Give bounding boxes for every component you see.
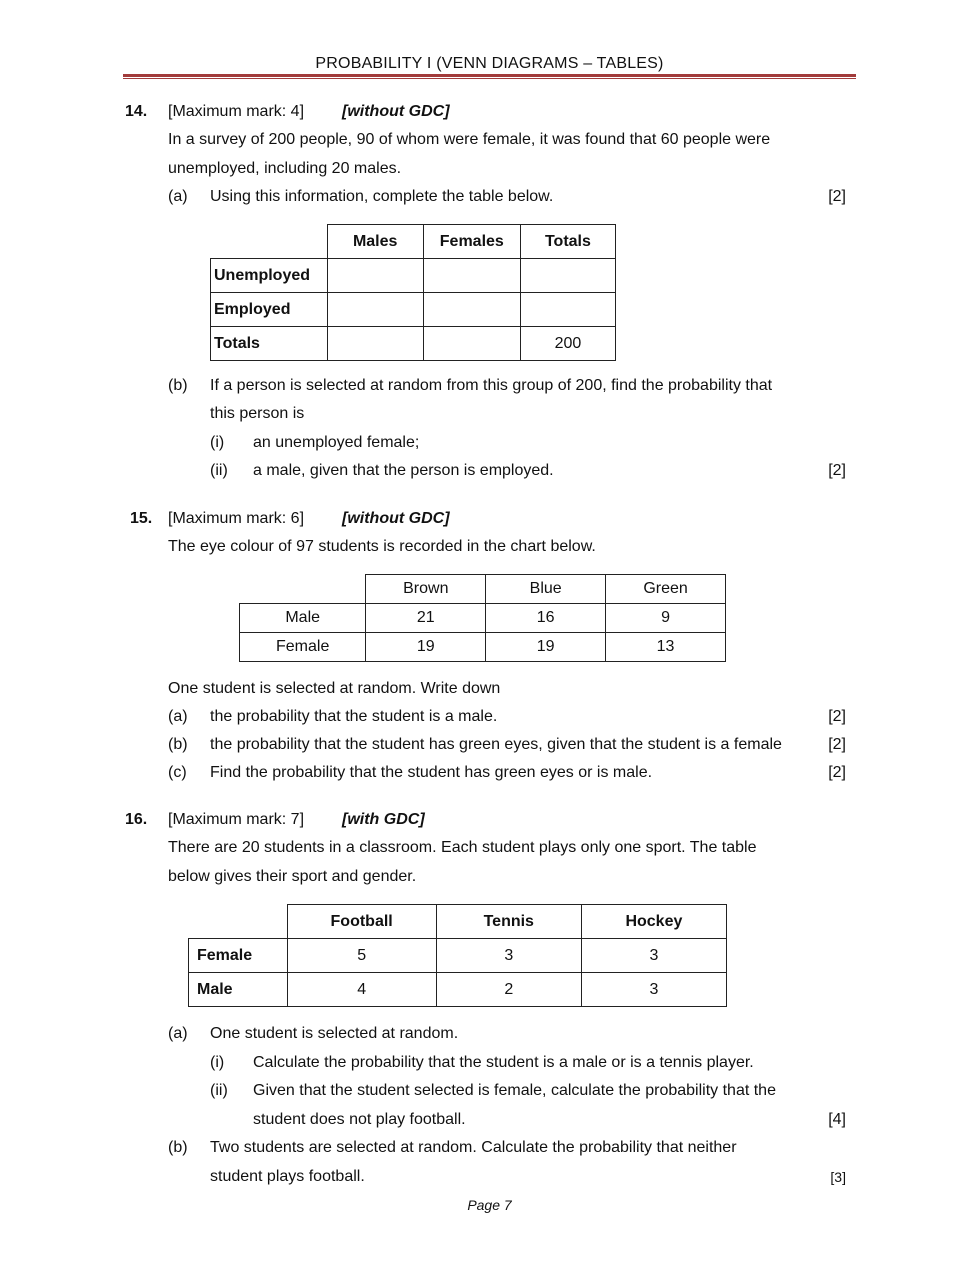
q14-b-mark: [2]	[828, 462, 846, 479]
q14-b-label: (b)	[168, 377, 188, 394]
q14-bii-text: a male, given that the person is employed.	[253, 462, 554, 479]
q14-cell	[327, 293, 423, 327]
q14-bi-text: an unemployed female;	[253, 434, 420, 451]
q15-number: 15.	[130, 510, 153, 527]
q16-b-text-line2: student plays football.	[210, 1168, 365, 1185]
q16-header-hockey: Hockey	[581, 905, 726, 939]
q16-a-text: One student is selected at random.	[210, 1025, 459, 1042]
q15-header-blue: Blue	[486, 575, 606, 604]
q16-ai-label: (i)	[210, 1054, 225, 1071]
q16-ai-text: Calculate the probability that the student is a male or is a tennis player.	[253, 1054, 754, 1071]
q15-b-mark: [2]	[828, 736, 846, 753]
page-header: PROBABILITY I (VENN DIAGRAMS – TABLES)	[315, 55, 664, 72]
q16-max-mark: [Maximum mark: 7]	[168, 811, 305, 828]
q16-header-football: Football	[287, 905, 436, 939]
q15-a-mark: [2]	[828, 708, 846, 725]
q16-cell: 3	[581, 939, 726, 973]
q14-table	[210, 224, 616, 361]
q16-intro-line2: below gives their sport and gender.	[168, 868, 417, 885]
page-number: Page 7	[467, 1197, 512, 1213]
q15-cell: 19	[366, 633, 486, 662]
q14-number: 14.	[125, 103, 148, 120]
q14-gdc: [without GDC]	[342, 103, 450, 120]
q15-row-label: Female	[240, 633, 366, 662]
q14-cell	[423, 293, 520, 327]
q15-intro: The eye colour of 97 students is recorded in the chart below.	[168, 538, 596, 555]
q15-header-brown: Brown	[366, 575, 486, 604]
q16-cell: 5	[287, 939, 436, 973]
q14-cell	[520, 259, 615, 293]
q15-cell: 9	[606, 604, 726, 633]
q16-intro-line1: There are 20 students in a classroom. Each student plays only one sport. The table	[168, 839, 757, 856]
q15-c-mark: [2]	[828, 764, 846, 781]
q14-bii-label: (ii)	[210, 462, 228, 479]
q16-aii-text-line1: Given that the student selected is female, calculate the probability that the	[253, 1082, 776, 1099]
q14-cell	[327, 327, 423, 361]
header-rule	[123, 74, 856, 77]
q14-row-label: Employed	[211, 293, 328, 327]
q16-row-label: Male	[189, 973, 288, 1007]
q15-cell: 16	[486, 604, 606, 633]
q16-row-label: Female	[189, 939, 288, 973]
q14-bi-label: (i)	[210, 434, 225, 451]
q14-cell	[423, 327, 520, 361]
q15-header-green: Green	[606, 575, 726, 604]
q15-cell: 21	[366, 604, 486, 633]
q15-cell: 19	[486, 633, 606, 662]
q14-row-label: Unemployed	[211, 259, 328, 293]
q14-max-mark: [Maximum mark: 4]	[168, 103, 305, 120]
q15-a-label: (a)	[168, 708, 188, 725]
q14-cell	[520, 293, 615, 327]
q15-b-label: (b)	[168, 736, 188, 753]
q15-b-text: the probability that the student has green eyes, given that the student is a female	[210, 736, 782, 753]
q15-cell: 13	[606, 633, 726, 662]
q16-table	[188, 904, 727, 1007]
q14-b-text-line2: this person is	[210, 405, 305, 422]
q16-b-text-line1: Two students are selected at random. Calculate the probability that neither	[210, 1139, 737, 1156]
q14-row-label: Totals	[211, 327, 328, 361]
q14-intro-line1: In a survey of 200 people, 90 of whom were female, it was found that 60 people were	[168, 131, 771, 148]
q15-row-label: Male	[240, 604, 366, 633]
q16-cell: 4	[287, 973, 436, 1007]
q16-gdc: [with GDC]	[342, 811, 425, 828]
q15-c-label: (c)	[168, 764, 187, 781]
q14-cell	[423, 259, 520, 293]
q15-table	[239, 574, 726, 662]
q15-a-text: the probability that the student is a male.	[210, 708, 498, 725]
q15-max-mark: [Maximum mark: 6]	[168, 510, 305, 527]
q14-cell	[327, 259, 423, 293]
q16-cell: 3	[581, 973, 726, 1007]
q14-b-text-line1: If a person is selected at random from this group of 200, find the probability that	[210, 377, 773, 394]
q14-header-males: Males	[327, 225, 423, 259]
q16-header-tennis: Tennis	[436, 905, 581, 939]
header-rule-thin	[123, 78, 856, 79]
q16-cell: 2	[436, 973, 581, 1007]
q16-aii-text-line2: student does not play football.	[253, 1111, 466, 1128]
q15-lead: One student is selected at random. Write down	[168, 680, 501, 697]
q16-b-label: (b)	[168, 1139, 188, 1156]
q16-cell: 3	[436, 939, 581, 973]
q14-header-totals: Totals	[520, 225, 615, 259]
q16-b-mark: [3]	[830, 1169, 846, 1185]
q16-number: 16.	[125, 811, 148, 828]
q15-gdc: [without GDC]	[342, 510, 450, 527]
q16-a-mark: [4]	[828, 1111, 846, 1128]
q16-aii-label: (ii)	[210, 1082, 228, 1099]
q14-a-mark: [2]	[828, 188, 846, 205]
q15-c-text: Find the probability that the student has green eyes or is male.	[210, 764, 653, 781]
q14-a-text: Using this information, complete the table below.	[210, 188, 554, 205]
q16-a-label: (a)	[168, 1025, 188, 1042]
q14-intro-line2: unemployed, including 20 males.	[168, 160, 402, 177]
q14-cell: 200	[520, 327, 615, 361]
q14-a-label: (a)	[168, 188, 188, 205]
q14-header-females: Females	[423, 225, 520, 259]
